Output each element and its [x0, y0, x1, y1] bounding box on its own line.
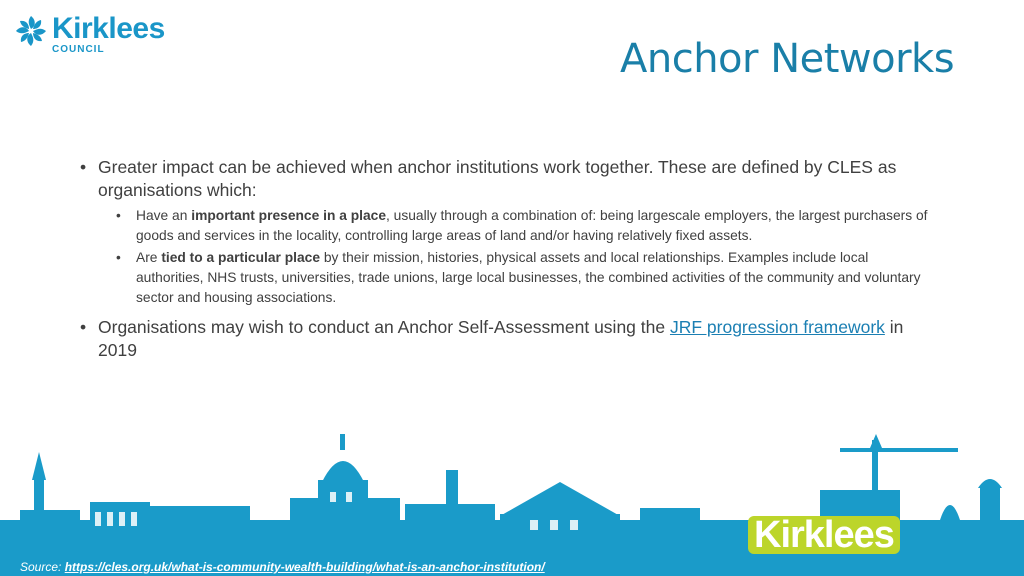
sub-bullet-prefix: Have an: [136, 208, 192, 223]
source-link[interactable]: https://cles.org.uk/what-is-community-wealth-building/what-is-an-anchor-institution/: [64, 560, 545, 574]
bullet-text-suffix: in 2019: [98, 317, 904, 360]
sub-bullet-text: , usually through a combination of: being largescale employers, the largest purchasers of goods and services in the locality, controlling large areas of land and/or having relatively fixed assets.: [136, 208, 928, 243]
slide-title: Anchor Networks: [620, 36, 955, 82]
bullet-anchor-institutions: [76, 156, 936, 202]
bullet-text: Greater impact can be achieved when anchor institutions work together. These are defined by CLES as organisations which:: [98, 157, 897, 200]
sub-bullet-prefix: Are: [136, 250, 162, 265]
badge-top-text: We're: [752, 493, 806, 515]
source-citation: [20, 560, 545, 574]
jrf-framework-link[interactable]: JRF progression framework: [669, 317, 885, 337]
source-label: Source:: [20, 560, 65, 574]
kirklees-logo: [14, 14, 165, 55]
sub-bullet-bold: tied to a particular place: [161, 250, 321, 265]
sub-bullet-bold: important presence in a place: [191, 208, 386, 223]
slide-content: [76, 156, 936, 366]
were-kirklees-badge: [748, 494, 900, 554]
badge-main-text: Kirklees: [748, 516, 900, 554]
logo-subtitle: COUNCIL: [52, 44, 105, 55]
sub-bullet-tied: [76, 248, 936, 308]
kirklees-swirl-icon: [14, 14, 48, 48]
sub-bullet-presence: [76, 206, 936, 246]
sub-bullet-text: by their mission, histories, physical assets and local relationships. Examples include local authorities, NHS trusts, universities, trade unions, large local businesses, the combined activities of the community and voluntary sector and housing associations.: [136, 250, 921, 305]
bullet-text: Organisations may wish to conduct an Anchor Self-Assessment using the: [98, 317, 670, 337]
logo-name: Kirklees: [52, 12, 165, 45]
bullet-self-assessment: [76, 316, 936, 362]
